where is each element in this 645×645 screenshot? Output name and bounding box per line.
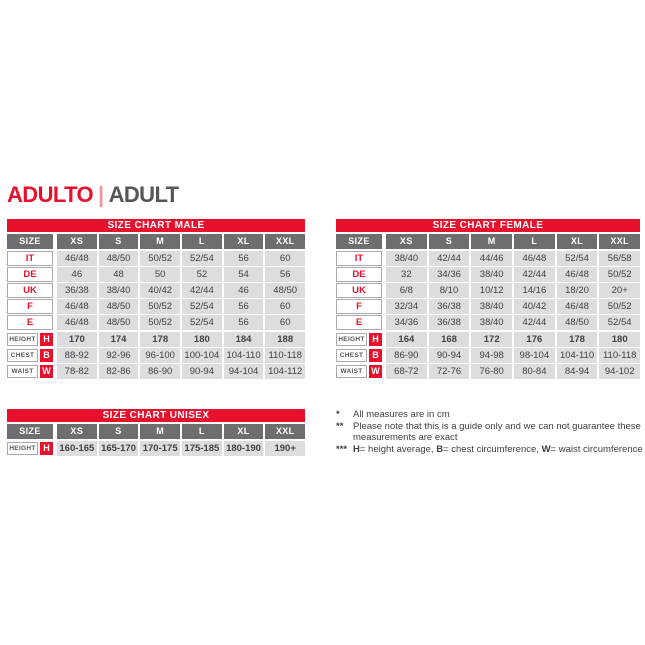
size-cell: 48/50 <box>99 299 139 314</box>
size-cell: 46 <box>224 283 264 298</box>
size-cell: 48/50 <box>265 283 305 298</box>
measure-cell: 78-82 <box>57 364 97 379</box>
measure-letter-badge-h: H <box>369 333 382 346</box>
size-cell: 42/44 <box>514 267 555 282</box>
size-cell: 40/42 <box>140 283 180 298</box>
measure-cell: 110-118 <box>599 348 640 363</box>
column-header-s: S <box>99 234 139 249</box>
column-header-l: L <box>182 424 222 439</box>
measure-label-chest: CHEST <box>336 349 367 362</box>
measure-cell: 170-175 <box>140 441 180 456</box>
measure-cell: 180-190 <box>224 441 264 456</box>
measure-cell: 172 <box>471 332 512 347</box>
size-cell: 56 <box>224 315 264 330</box>
measure-cell: 104-112 <box>265 364 305 379</box>
column-header-xs: XS <box>386 234 427 249</box>
footnote-marker: ** <box>336 421 344 432</box>
measure-cell: 88-92 <box>57 348 97 363</box>
measure-cell: 72-76 <box>429 364 470 379</box>
size-column-header: SIZE <box>336 234 382 249</box>
column-header-s: S <box>429 234 470 249</box>
measure-label-height: HEIGHT <box>7 442 38 455</box>
size-cell: 50/52 <box>599 267 640 282</box>
footnote-marker: *** <box>336 444 348 455</box>
size-cell: 38/40 <box>386 251 427 266</box>
measure-cell: 96-100 <box>140 348 180 363</box>
table-row-e <box>7 315 305 330</box>
measure-label-chest: CHEST <box>7 349 38 362</box>
size-cell: 52/54 <box>182 315 222 330</box>
size-cell: 56/58 <box>599 251 640 266</box>
column-header-s: S <box>99 424 139 439</box>
table-header-row <box>336 234 640 249</box>
size-cell: 52/54 <box>599 315 640 330</box>
measure-cell: 174 <box>99 332 139 347</box>
size-cell: 6/8 <box>386 283 427 298</box>
size-cell: 34/36 <box>429 267 470 282</box>
measure-cell: 82-86 <box>99 364 139 379</box>
footnote-text: All measures are in cm <box>353 409 450 420</box>
measure-cell: 90-94 <box>429 348 470 363</box>
measure-label-height: HEIGHT <box>336 333 367 346</box>
page-title <box>7 184 179 206</box>
size-cell: 46/48 <box>57 315 97 330</box>
measure-letter-badge-w: W <box>369 365 382 378</box>
column-header-l: L <box>182 234 222 249</box>
measure-cell: 178 <box>140 332 180 347</box>
size-cell: 42/44 <box>514 315 555 330</box>
measure-row-chest <box>7 348 305 363</box>
size-cell: 18/20 <box>557 283 598 298</box>
column-header-xl: XL <box>224 424 264 439</box>
row-label-uk: UK <box>7 283 53 298</box>
table-row-it <box>7 251 305 266</box>
page-title-primary: ADULTO <box>7 182 94 207</box>
size-cell: 56 <box>224 299 264 314</box>
row-label-e: E <box>336 315 382 330</box>
size-cell: 38/40 <box>99 283 139 298</box>
measure-letter-badge-h: H <box>40 333 53 346</box>
size-cell: 46/48 <box>557 299 598 314</box>
measure-cell: 90-94 <box>182 364 222 379</box>
size-cell: 36/38 <box>57 283 97 298</box>
row-label-f: F <box>336 299 382 314</box>
size-cell: 48/50 <box>557 315 598 330</box>
size-cell: 40/42 <box>514 299 555 314</box>
size-cell: 20+ <box>599 283 640 298</box>
measure-cell: 104-110 <box>224 348 264 363</box>
table-row-de <box>336 267 640 282</box>
table-row-de <box>7 267 305 282</box>
size-cell: 56 <box>265 267 305 282</box>
column-header-xs: XS <box>57 424 97 439</box>
measure-cell: 165-170 <box>99 441 139 456</box>
size-cell: 50/52 <box>140 315 180 330</box>
size-cell: 46/48 <box>557 267 598 282</box>
table-header-row <box>7 424 305 439</box>
size-cell: 52/54 <box>182 299 222 314</box>
measure-row-chest <box>336 348 640 363</box>
size-cell: 60 <box>265 299 305 314</box>
measure-cell: 176 <box>514 332 555 347</box>
size-cell: 36/38 <box>429 299 470 314</box>
column-header-xs: XS <box>57 234 97 249</box>
measure-cell: 100-104 <box>182 348 222 363</box>
footnote-guide-only <box>336 421 644 443</box>
measure-cell: 180 <box>599 332 640 347</box>
measure-cell: 160-165 <box>57 441 97 456</box>
size-cell: 42/44 <box>429 251 470 266</box>
measure-label-height: HEIGHT <box>7 333 38 346</box>
size-cell: 54 <box>224 267 264 282</box>
column-header-xl: XL <box>224 234 264 249</box>
column-header-xxl: XXL <box>599 234 640 249</box>
table-header-row <box>7 234 305 249</box>
row-label-it: IT <box>7 251 53 266</box>
size-cell: 38/40 <box>471 315 512 330</box>
size-cell: 50 <box>140 267 180 282</box>
size-chart-female-table <box>336 219 640 380</box>
size-cell: 38/40 <box>471 299 512 314</box>
measure-cell: 98-104 <box>514 348 555 363</box>
measure-cell: 76-80 <box>471 364 512 379</box>
measure-cell: 86-90 <box>386 348 427 363</box>
table-row-f <box>7 299 305 314</box>
size-cell: 44/46 <box>471 251 512 266</box>
measure-cell: 184 <box>224 332 264 347</box>
size-cell: 10/12 <box>471 283 512 298</box>
measure-cell: 188 <box>265 332 305 347</box>
measure-letter-badge-b: B <box>369 349 382 362</box>
column-header-m: M <box>471 234 512 249</box>
measure-row-height <box>336 332 640 347</box>
size-cell: 38/40 <box>471 267 512 282</box>
footnote-text: H= height average, B= chest circumference, W= waist circumference <box>353 444 643 455</box>
size-cell: 48 <box>99 267 139 282</box>
measure-label-waist: WAIST <box>336 365 367 378</box>
measure-cell: 94-104 <box>224 364 264 379</box>
measure-row-waist <box>336 364 640 379</box>
footnote-measures-in-cm <box>336 409 644 420</box>
measure-cell: 84-94 <box>557 364 598 379</box>
size-cell: 36/38 <box>429 315 470 330</box>
measure-cell: 110-118 <box>265 348 305 363</box>
measure-cell: 180 <box>182 332 222 347</box>
column-header-xxl: XXL <box>265 234 305 249</box>
footnote-legend <box>336 444 644 455</box>
footnotes <box>336 409 644 456</box>
measure-cell: 80-84 <box>514 364 555 379</box>
table-title-male: SIZE CHART MALE <box>7 219 305 232</box>
measure-cell: 68-72 <box>386 364 427 379</box>
size-cell: 34/36 <box>386 315 427 330</box>
row-label-e: E <box>7 315 53 330</box>
table-title-unisex: SIZE CHART UNISEX <box>7 409 305 422</box>
size-cell: 52 <box>182 267 222 282</box>
measure-cell: 86-90 <box>140 364 180 379</box>
measure-cell: 92-96 <box>99 348 139 363</box>
size-cell: 56 <box>224 251 264 266</box>
measure-cell: 175-185 <box>182 441 222 456</box>
row-label-it: IT <box>336 251 382 266</box>
column-header-l: L <box>514 234 555 249</box>
size-cell: 32/34 <box>386 299 427 314</box>
footnote-marker: * <box>336 409 340 420</box>
size-column-header: SIZE <box>7 234 53 249</box>
size-cell: 32 <box>386 267 427 282</box>
size-cell: 48/50 <box>99 315 139 330</box>
row-label-uk: UK <box>336 283 382 298</box>
page-title-secondary: ADULT <box>108 182 179 207</box>
table-title-female: SIZE CHART FEMALE <box>336 219 640 232</box>
size-cell: 50/52 <box>140 251 180 266</box>
size-cell: 46/48 <box>57 251 97 266</box>
measure-cell: 178 <box>557 332 598 347</box>
measure-row-waist <box>7 364 305 379</box>
size-column-header: SIZE <box>7 424 53 439</box>
size-cell: 48/50 <box>99 251 139 266</box>
page-title-separator: | <box>98 182 104 207</box>
size-cell: 50/52 <box>140 299 180 314</box>
size-cell: 52/54 <box>557 251 598 266</box>
size-cell: 50/52 <box>599 299 640 314</box>
row-label-de: DE <box>7 267 53 282</box>
measure-letter-badge-w: W <box>40 365 53 378</box>
size-cell: 42/44 <box>182 283 222 298</box>
column-header-xl: XL <box>557 234 598 249</box>
table-row-uk <box>336 283 640 298</box>
size-cell: 46/48 <box>57 299 97 314</box>
table-row-e <box>336 315 640 330</box>
column-header-m: M <box>140 424 180 439</box>
size-cell: 60 <box>265 251 305 266</box>
measure-cell: 190+ <box>265 441 305 456</box>
measure-letter-badge-b: B <box>40 349 53 362</box>
measure-cell: 164 <box>386 332 427 347</box>
measure-row-height <box>7 332 305 347</box>
measure-letter-badge-h: H <box>40 442 53 455</box>
size-cell: 14/16 <box>514 283 555 298</box>
row-label-de: DE <box>336 267 382 282</box>
measure-label-waist: WAIST <box>7 365 38 378</box>
table-row-uk <box>7 283 305 298</box>
size-chart-male-table <box>7 219 305 380</box>
measure-cell: 94-102 <box>599 364 640 379</box>
measure-cell: 94-98 <box>471 348 512 363</box>
column-header-xxl: XXL <box>265 424 305 439</box>
table-row-f <box>336 299 640 314</box>
measure-cell: 104-110 <box>557 348 598 363</box>
size-cell: 8/10 <box>429 283 470 298</box>
footnote-text: Please note that this is a guide only and we can not guarantee these measurements are exact <box>353 421 641 443</box>
measure-row-height <box>7 441 305 456</box>
measure-cell: 168 <box>429 332 470 347</box>
table-row-it <box>336 251 640 266</box>
row-label-f: F <box>7 299 53 314</box>
size-cell: 46/48 <box>514 251 555 266</box>
size-cell: 46 <box>57 267 97 282</box>
size-cell: 52/54 <box>182 251 222 266</box>
size-chart-unisex-table <box>7 409 305 457</box>
column-header-m: M <box>140 234 180 249</box>
measure-cell: 170 <box>57 332 97 347</box>
size-cell: 60 <box>265 315 305 330</box>
